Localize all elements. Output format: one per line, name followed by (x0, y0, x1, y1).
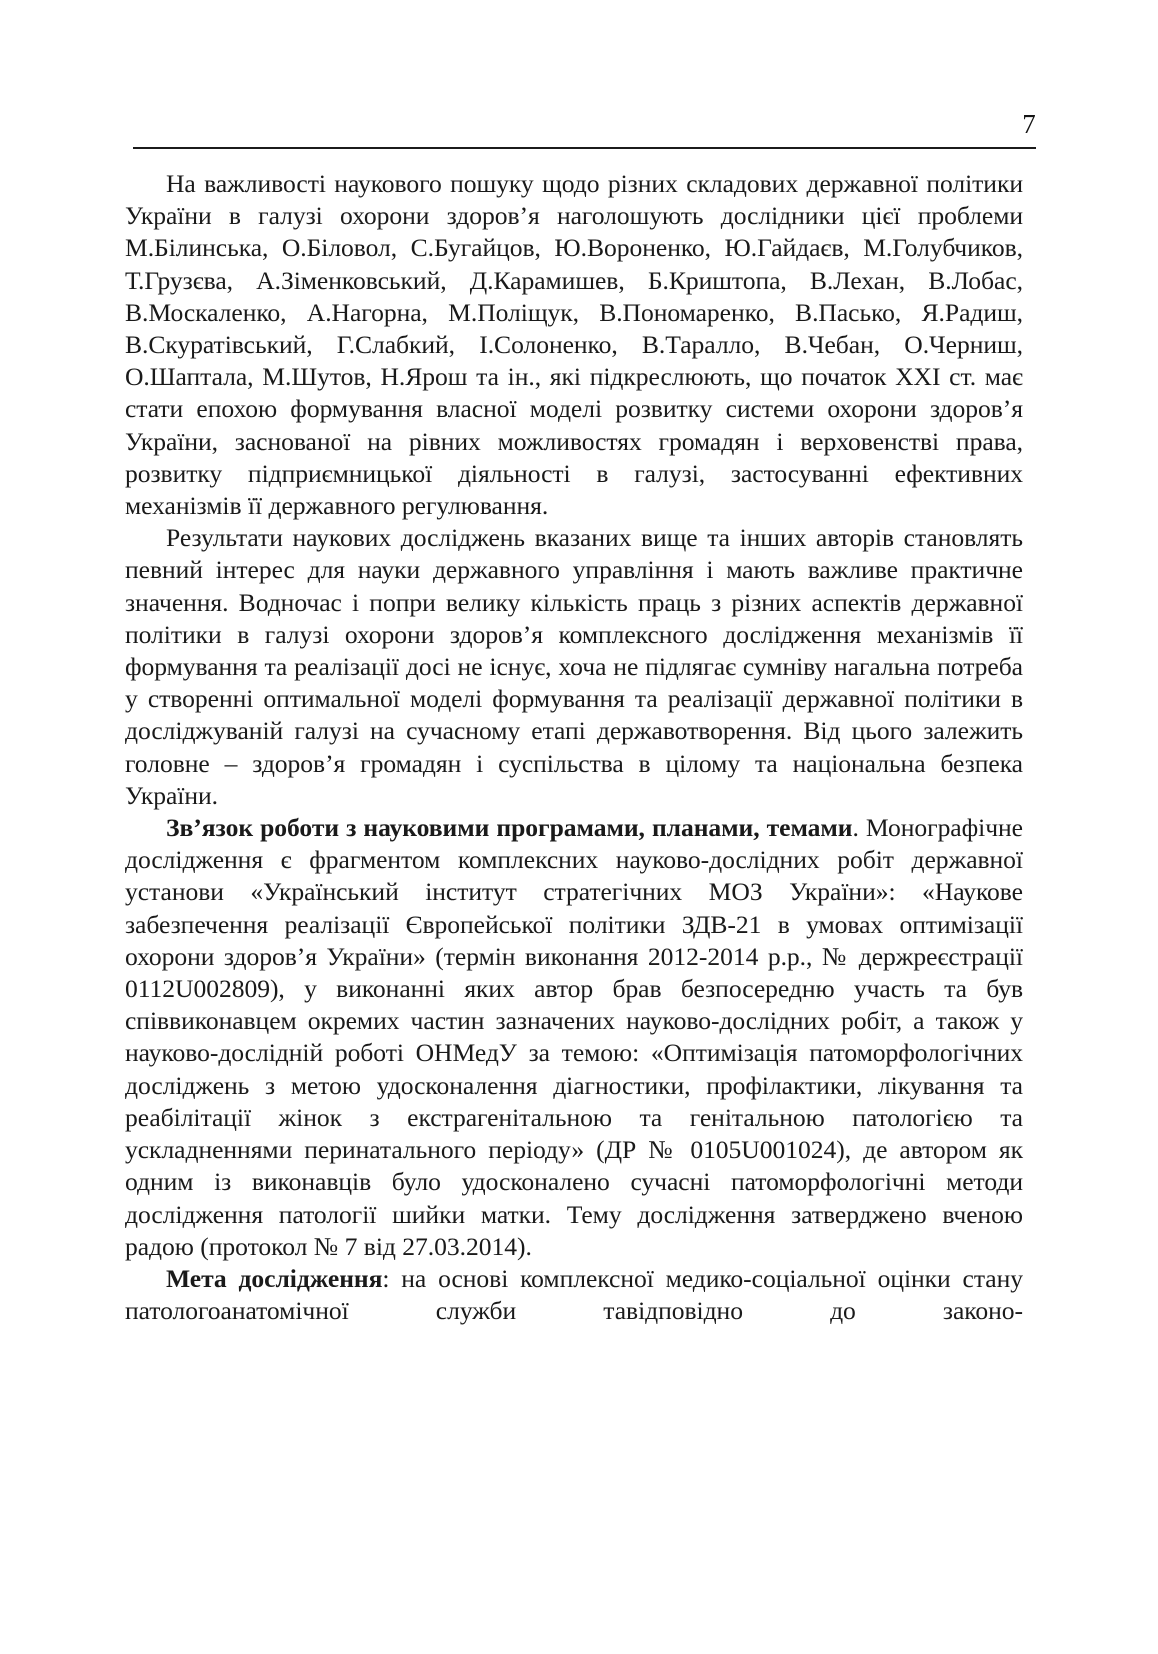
paragraph-results-text: Результати наукових досліджень вказаних вище та інших авторів становлять певний інтерес для науки державного управління і мають важливе практичне значення. Водночас і попри велику кількість праць з різних аспектів державної політики в галузі охорони здоров’я комплексного дослідження механізмів її формування та реалізації досі не існує, хоча не підлягає сумніву нагальна потреба у створенні оптимальної моделі формування та реалізації державної політики в досліджуваній галузі на сучасному етапі державотворення. Від цього залежить головне – здоров’я громадян і суспільства в цілому та національна безпека України. (125, 523, 1023, 810)
page-header (133, 108, 1036, 149)
paragraph-results (125, 522, 1023, 812)
paragraph-researchers-text: На важливості наукового пошуку щодо різних складових державної політики України в галузі охорони здоров’я наголошують дослідники цієї проблеми М.Білинська, О.Біловол, С.Бугайцов, Ю.Вороненко, Ю.Гайдаєв, М.Голубчиков, Т.Грузєва, А.Зіменковський, Д.Карамишев, Б.Криштопа, В.Лехан, В.Лобас, В.Москаленко, А.Нагорна, М.Поліщук, В.Пономаренко, В.Пасько, Я.Радиш, В.Скуратівський, Г.Слабкий, І.Солоненко, В.Таралло, В.Чебан, О.Черниш, О.Шаптала, М.Шутов, Н.Ярош та ін., які підкреслюють, що початок XXI ст. має стати епохою формування власної моделі розвитку системи охорони здоров’я України, заснованої на рівних можливостях громадян і верховенстві права, розвитку підприємницької діяльності в галузі, застосуванні ефективних механізмів її державного регулювання. (125, 169, 1023, 521)
paragraph-researchers (125, 168, 1023, 522)
header-rule-divider (133, 147, 1036, 149)
body-text-column (125, 168, 1023, 1327)
paragraph-goal (125, 1263, 1023, 1327)
paragraph-programs-heading: Зв’язок роботи з науковими програмами, планами, темами (166, 813, 853, 843)
paragraph-programs-text: . Монографічне дослідження є фрагментом комплексних науково-дослідних робіт державної установи «Український інститут стратегічних МОЗ України»: «Наукове забезпечення реалізації Європейської політики ЗДВ-21 в умовах оптимізації охорони здоров’я України» (термін виконання 2012-2014 р.р., № держреєстрації 0112U002809), у виконанні яких автор брав безпосередню участь та був співвиконавцем окремих частин зазначених науково-дослідних робіт, а також у науково-дослідній роботі ОНМедУ за темою: «Оптимізація патоморфологічних досліджень з метою удосконалення діагностики, профілактики, лікування та реабілітації жінок з екстрагенітальною та генітальною патологією та ускладненнями перинатального періоду» (ДР № 0105U001024), де автором як одним із виконавців було удосконалено сучасні патоморфологічні методи дослідження патології шийки матки. Тему дослідження затверджено вченою радою (протокол № 7 від 27.03.2014). (125, 813, 1023, 1261)
paragraph-programs (125, 812, 1023, 1263)
page-number: 7 (1022, 109, 1036, 139)
paragraph-goal-heading: Мета дослідження (166, 1263, 383, 1293)
paragraph-goal-text: : на основі комплексної медико-соціальної оцінки стану патологоанатомічної служби тавідповідно до законо- (125, 1263, 1023, 1326)
